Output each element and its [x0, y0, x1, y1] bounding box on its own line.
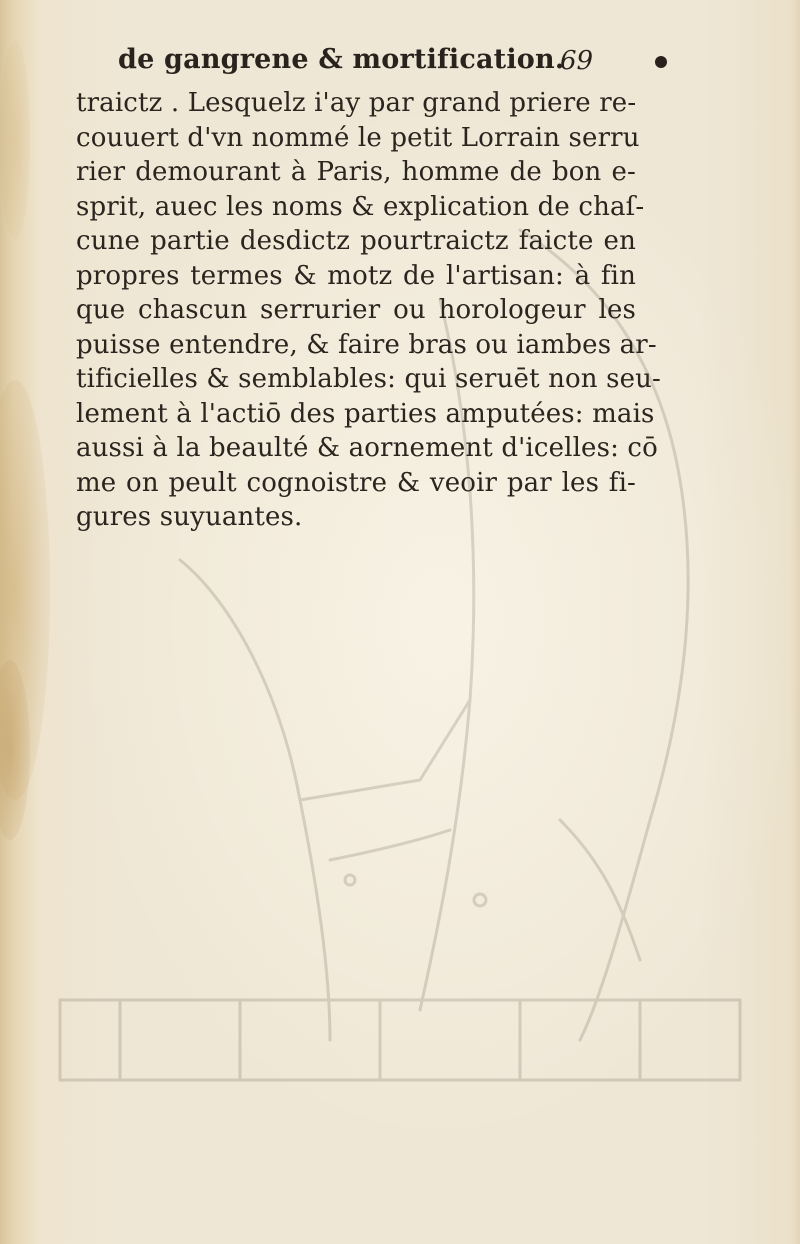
- text-line: rier demourant à Paris, homme de bon e-: [76, 157, 636, 187]
- running-head: [0, 44, 800, 84]
- running-title: de gangrene & mortification.: [118, 44, 565, 75]
- text-line: gures suyuantes.: [76, 502, 303, 532]
- text-line: traictz . Lesquelz i'ay par grand priere re-: [76, 88, 637, 118]
- text-line: me on peult cognoistre & veoir par les fi-: [76, 467, 636, 498]
- page-number: 69: [560, 46, 594, 76]
- text-line: couuert d'vn nommé le petit Lorrain serru: [76, 122, 640, 153]
- ink-spot: [655, 56, 667, 68]
- text-line: que chascun serrurier ou horologeur les: [76, 295, 636, 325]
- text-line: tificielles & semblables: qui seruēt non seu-: [76, 364, 661, 394]
- text-line: cune partie desdictz pourtraictz faicte en: [76, 226, 636, 256]
- text-line: propres termes & motz de l'artisan: à fin: [76, 260, 636, 291]
- body-text: [76, 86, 661, 535]
- text-line: sprit, auec les noms & explication de chaſ-: [76, 191, 645, 222]
- text-line: puisse entendre, & faire bras ou iambes ar-: [76, 329, 657, 360]
- text-line: aussi à la beaulté & aornement d'icelles: cō: [76, 433, 658, 463]
- text-line: lement à l'actiō des parties amputées: mais: [76, 398, 655, 429]
